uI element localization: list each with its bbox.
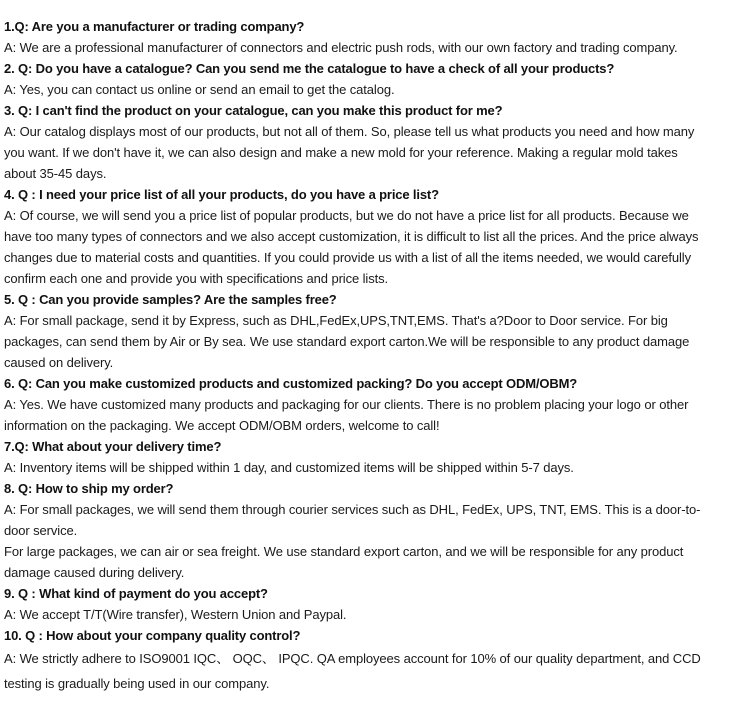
- faq-answer-line: about 35-45 days.: [4, 166, 107, 181]
- faq-item-6: [4, 373, 742, 436]
- faq-answer-line: changes due to material costs and quantities. If you could provide us with a list of all the items needed, we would carefully: [4, 250, 692, 265]
- faq-item-1: [4, 16, 742, 58]
- faq-item-8: [4, 478, 742, 583]
- faq-item-4: [4, 184, 742, 289]
- faq-answer-line: information on the packaging. We accept ODM/OBM orders, welcome to call!: [4, 418, 440, 433]
- faq-answer-line: For large packages, we can air or sea freight. We use standard export carton, and we will be responsible for any product: [4, 544, 684, 559]
- faq-answer-line: A: For small packages, we will send them through courier services such as DHL, FedEx, UPS, TNT, EMS. This is a door-to-: [4, 502, 701, 517]
- faq-answer: [4, 205, 742, 289]
- faq-answer-line: A: Our catalog displays most of our products, but not all of them. So, please tell us what products you need and how many: [4, 124, 695, 139]
- faq-question: 5. Q : Can you provide samples? Are the samples free?: [4, 292, 337, 307]
- faq-answer-line: A: We are a professional manufacturer of connectors and electric push rods, with our own factory and trading company.: [4, 40, 678, 55]
- faq-answer: [4, 457, 742, 478]
- faq-question: 4. Q : I need your price list of all your products, do you have a price list?: [4, 187, 439, 202]
- faq-answer: [4, 499, 742, 583]
- faq-answer-line: confirm each one and provide you with specifications and price lists.: [4, 271, 389, 286]
- faq-answer-line: damage caused during delivery.: [4, 565, 185, 580]
- faq-answer-line: A: Yes, you can contact us online or send an email to get the catalog.: [4, 82, 395, 97]
- faq-item-2: [4, 58, 742, 100]
- faq-answer: [4, 79, 742, 100]
- faq-answer-line: A: Yes. We have customized many products and packaging for our clients. There is no problem placing your logo or other: [4, 397, 689, 412]
- faq-answer-line: A: Inventory items will be shipped within 1 day, and customized items will be shipped within 5-7 days.: [4, 460, 574, 475]
- faq-answer-line: you want. If we don't have it, we can also design and make a new mold for your reference. Making a regular mold takes: [4, 145, 678, 160]
- faq-item-7: [4, 436, 742, 478]
- faq-answer-line: A: We accept T/T(Wire transfer), Western Union and Paypal.: [4, 607, 347, 622]
- faq-list: [4, 16, 742, 696]
- faq-answer: [4, 646, 742, 696]
- faq-question: 6. Q: Can you make customized products and customized packing? Do you accept ODM/OBM?: [4, 376, 578, 391]
- faq-answer: [4, 310, 742, 373]
- faq-answer-line: testing is gradually being used in our company.: [4, 676, 270, 691]
- faq-question: 7.Q: What about your delivery time?: [4, 439, 222, 454]
- faq-item-9: [4, 583, 742, 625]
- faq-answer-line: A: Of course, we will send you a price list of popular products, but we do not have a price list for all products. Because we: [4, 208, 689, 223]
- faq-question: 8. Q: How to ship my order?: [4, 481, 174, 496]
- faq-question: 1.Q: Are you a manufacturer or trading company?: [4, 19, 305, 34]
- faq-answer-line: A: We strictly adhere to ISO9001 IQC、 OQC、 IPQC. QA employees account for 10% of our quality department, and CCD: [4, 651, 701, 666]
- faq-answer-line: have too many types of connectors and we also accept customization, it is difficult to list all the prices. And the price always: [4, 229, 699, 244]
- faq-item-5: [4, 289, 742, 373]
- faq-answer-line: A: For small package, send it by Express, such as DHL,FedEx,UPS,TNT,EMS. That's a?Door to Door service. For big: [4, 313, 668, 328]
- faq-answer: [4, 121, 742, 184]
- faq-answer: [4, 37, 742, 58]
- faq-item-10: [4, 625, 742, 696]
- faq-question: 10. Q : How about your company quality control?: [4, 628, 301, 643]
- faq-item-3: [4, 100, 742, 184]
- faq-answer-line: packages, can send them by Air or By sea. We use standard export carton.We will be responsible to any product damage: [4, 334, 690, 349]
- faq-question: 2. Q: Do you have a catalogue? Can you send me the catalogue to have a check of all your products?: [4, 61, 615, 76]
- faq-answer: [4, 604, 742, 625]
- faq-question: 9. Q : What kind of payment do you accept?: [4, 586, 268, 601]
- faq-answer-line: door service.: [4, 523, 78, 538]
- faq-question: 3. Q: I can't find the product on your catalogue, can you make this product for me?: [4, 103, 503, 118]
- faq-answer-line: caused on delivery.: [4, 355, 114, 370]
- faq-answer: [4, 394, 742, 436]
